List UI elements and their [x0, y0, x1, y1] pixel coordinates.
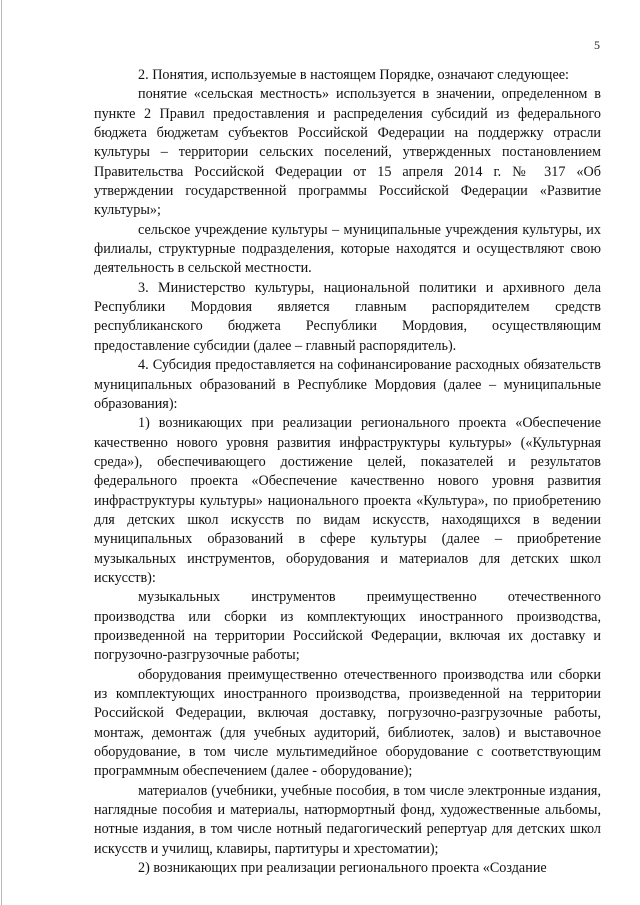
paragraph-equipment: оборудования преимущественно отечественного производства или сборки из комплектующих иностранного производства, произведенной на территории Российской Федерации, включая доставку, погрузочно-разгрузочные работы, монтаж, демонтаж (для учебных аудиторий, библиотек, залов) и выставочное оборудование, в том числе мультимедийное оборудование с соответствующим программным обеспечением (далее - оборудование);	[94, 666, 601, 780]
paragraph-3-ministry: 3. Министерство культуры, национальной политики и архивного дела Республики Мордовия является главным распорядителем средств республиканского бюджета Республики Мордовия, осуществляющим предоставление субсидии (далее – главный распорядитель).	[94, 279, 601, 354]
paragraph-musical-instruments: музыкальных инструментов преимущественно отечественного производства или сборки из комплектующих иностранного производства, произведенной на территории Российской Федерации, включая их доставку и погрузочно-разгрузочные работы;	[94, 589, 601, 664]
paragraph-4-item-1: 1) возникающих при реализации регионального проекта «Обеспечение качественно нового уровня развития инфраструктуры культуры» («Культурная среда»), обеспечивающего достижение целей, показателей и результатов федерального проекта «Обеспечение качественно нового уровня развития инфраструктуры культуры» национального проекта «Культура», по приобретению для детских школ искусств по видам искусств, находящихся в ведении муниципальных образований в сфере культуры (далее – приобретение музыкальных инструментов, оборудования и материалов для детских школ искусств):	[94, 415, 601, 586]
paragraph-materials: материалов (учебники, учебные пособия, в том числе электронные издания, наглядные пособия и материалы, натюрмортный фонд, художественные альбомы, нотные издания, в том числе нотный педагогический репертуар для детских школ искусств и училищ, клавиры, партитуры и хрестоматии);	[94, 782, 601, 857]
scan-edge-line	[1, 0, 2, 905]
page-number: 5	[594, 38, 600, 52]
paragraph-rural-area-definition: понятие «сельская местность» используется в значении, определенном в пункте 2 Правил предоставления и распределения субсидий из федерального бюджета бюджетам субъектов Российской Федерации на поддержку отрасли культуры – территории сельских поселений, утвержденных постановлением Правительства Российской Федерации от 15 апреля 2014 г. № 317 «Об утверждении государственной программы Российской Федерации «Развитие культуры»;	[94, 86, 601, 219]
paragraph-4-item-2: 2) возникающих при реализации регионального проекта «Создание	[138, 860, 547, 877]
paragraph-2-definitions-intro: 2. Понятия, используемые в настоящем Порядке, означают следующее:	[138, 67, 569, 83]
paragraph-4-subsidy: 4. Субсидия предоставляется на софинансирование расходных обязательств муниципальных образований в Республике Мордовия (далее – муниципальные образования):	[94, 357, 601, 412]
paragraph-rural-institution-definition: сельское учреждение культуры – муниципальные учреждения культуры, их филиалы, структурные подразделения, которые находятся и осуществляют свою деятельность в сельской местности.	[94, 221, 601, 277]
document-body	[94, 66, 601, 878]
